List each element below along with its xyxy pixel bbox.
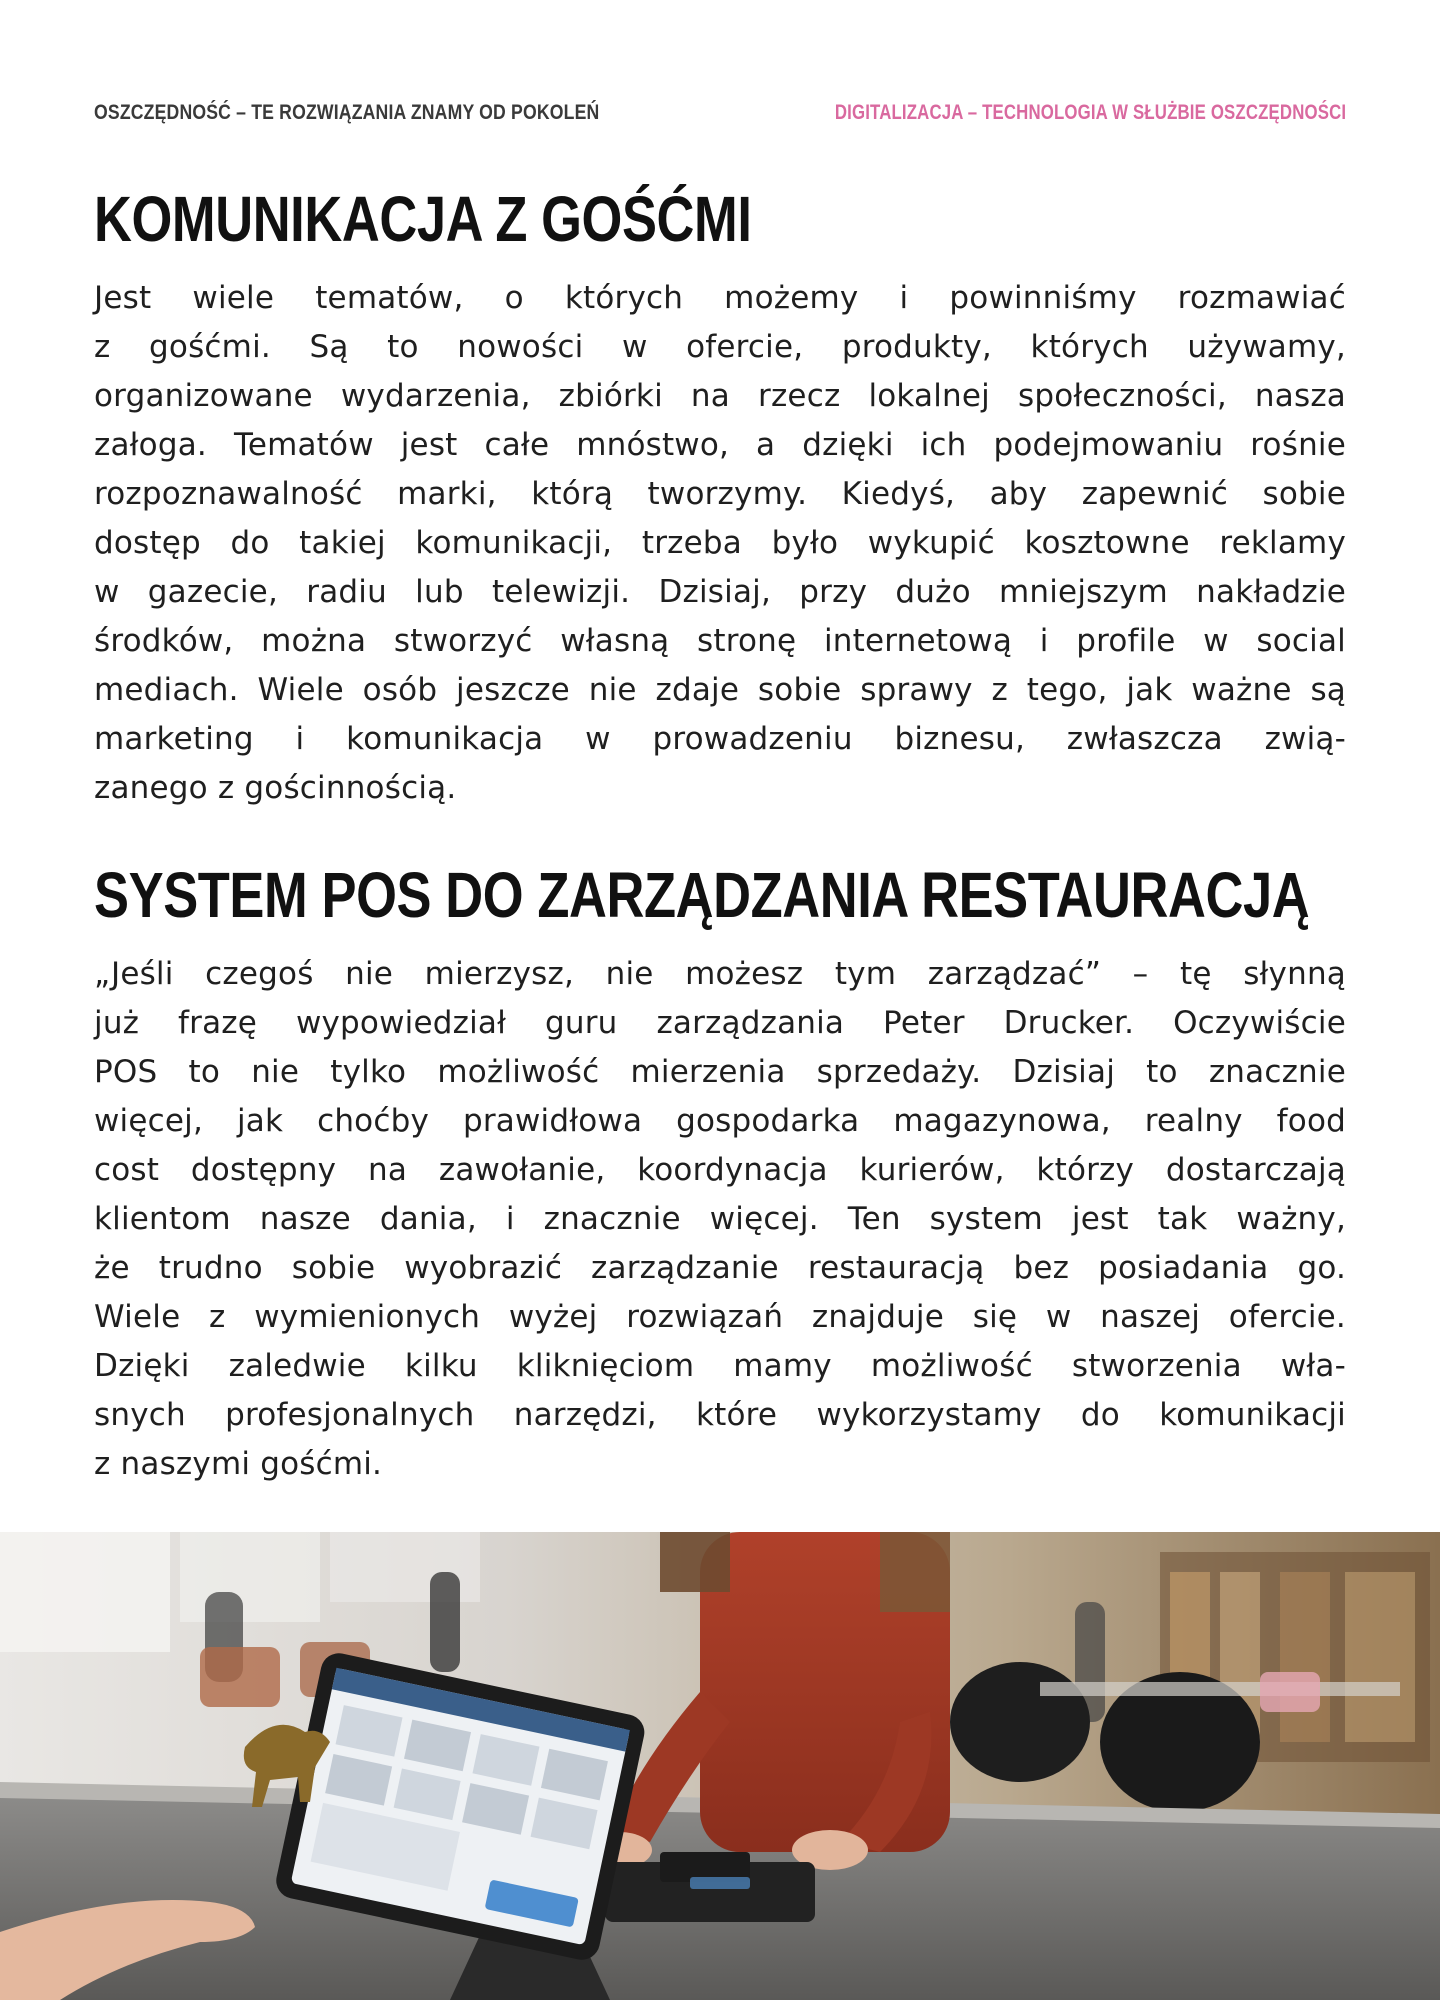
paragraph-line: dostęp do takiej komunikacji, trzeba było wykupić kosztowne reklamy: [94, 525, 1346, 561]
paragraph-line: Dzięki zaledwie kilku kliknięciom mamy możliwość stworzenia wła-: [94, 1348, 1346, 1384]
paragraph-line: Wiele z wymienionych wyżej rozwiązań znajduje się w naszej ofercie.: [94, 1299, 1346, 1335]
paragraph-line: „Jeśli czegoś nie mierzysz, nie możesz tym zarządzać” – tę słynną: [94, 956, 1346, 992]
paragraph-line: mediach. Wiele osób jeszcze nie zdaje sobie sprawy z tego, jak ważne są: [94, 672, 1346, 708]
running-header-left: OSZCZĘDNOŚĆ – TE ROZWIĄZANIA ZNAMY OD POKOLEŃ: [94, 101, 600, 124]
paragraph-pos-system: [94, 950, 1346, 1489]
section-heading-pos-system: SYSTEM POS DO ZARZĄDZANIA RESTAURACJĄ: [94, 859, 1310, 931]
paragraph-line: z naszymi gośćmi.: [94, 1446, 383, 1482]
section-heading-guest-communication: KOMUNIKACJA Z GOŚĆMI: [94, 183, 752, 255]
paragraph-line: więcej, jak choćby prawidłowa gospodarka magazynowa, realny food: [94, 1103, 1346, 1139]
paragraph-line: w gazecie, radiu lub telewizji. Dzisiaj, przy dużo mniejszym nakładzie: [94, 574, 1346, 610]
paragraph-line: snych profesjonalnych narzędzi, które wykorzystamy do komunikacji: [94, 1397, 1346, 1433]
paragraph-line: Jest wiele tematów, o których możemy i powinniśmy rozmawiać: [94, 280, 1346, 316]
running-header-right: DIGITALIZACJA – TECHNOLOGIA W SŁUŻBIE OSZCZĘDNOŚCI: [834, 101, 1346, 124]
paragraph-line: że trudno sobie wyobrazić zarządzanie restauracją bez posiadania go.: [94, 1250, 1346, 1286]
paragraph-guest-communication: [94, 274, 1346, 813]
paragraph-line: cost dostępny na zawołanie, koordynacja kurierów, którzy dostarczają: [94, 1152, 1346, 1188]
paragraph-line: już frazę wypowiedział guru zarządzania Peter Drucker. Oczywiście: [94, 1005, 1346, 1041]
running-header: [94, 98, 1346, 128]
paragraph-line: środków, można stworzyć własną stronę internetową i profile w social: [94, 623, 1346, 659]
paragraph-line: organizowane wydarzenia, zbiórki na rzecz lokalnej społeczności, nasza: [94, 378, 1346, 414]
paragraph-line: klientom nasze dania, i znacznie więcej. Ten system jest tak ważny,: [94, 1201, 1346, 1237]
paragraph-line: marketing i komunikacja w prowadzeniu biznesu, zwłaszcza zwią-: [94, 721, 1346, 757]
pos-terminal-photo: [0, 1532, 1440, 2000]
paragraph-line: załoga. Tematów jest całe mnóstwo, a dzięki ich podejmowaniu rośnie: [94, 427, 1346, 463]
paragraph-line: POS to nie tylko możliwość mierzenia sprzedaży. Dzisiaj to znacznie: [94, 1054, 1346, 1090]
paragraph-line: z gośćmi. Są to nowości w ofercie, produkty, których używamy,: [94, 329, 1346, 365]
pos-terminal-illustration: [0, 1532, 1440, 2000]
paragraph-line: zanego z gościnnością.: [94, 770, 457, 806]
paragraph-line: rozpoznawalność marki, którą tworzymy. Kiedyś, aby zapewnić sobie: [94, 476, 1346, 512]
